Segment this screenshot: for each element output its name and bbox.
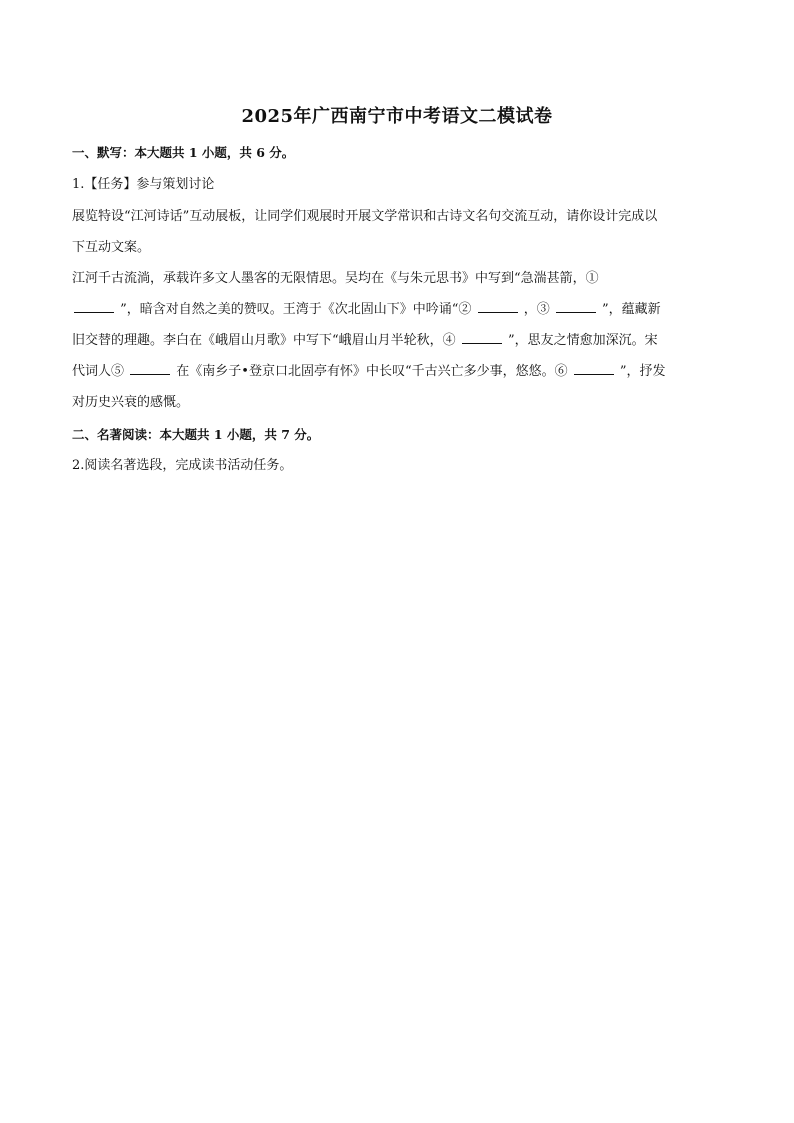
text-line-5: 对历史兴衰的感慨。 (72, 395, 190, 410)
blank-6[interactable] (574, 362, 614, 375)
text-line-1 (72, 263, 722, 294)
text-line-3 (72, 325, 722, 356)
text-line-2-part1: ”，暗含对自然之美的赞叹。王湾于《次北固山下》中吟诵“② (120, 302, 472, 317)
blank-5[interactable] (130, 362, 170, 375)
question-2-text: 2.阅读名著选段，完成读书活动任务。 (72, 458, 293, 473)
blank-2[interactable] (478, 300, 518, 313)
text-line-1-content: 江河千古流淌，承载许多文人墨客的无限情思。吴均在《与朱元思书》中写到“急湍甚箭，① (72, 271, 599, 286)
text-line-4-part2: 在《南乡子•登京口北固亭有怀》中长叹“千古兴亡多少事，悠悠。⑥ (176, 364, 568, 379)
blank-4[interactable] (462, 331, 502, 344)
blank-1[interactable] (74, 300, 114, 313)
text-line-2-part2: ，③ (523, 302, 550, 317)
blank-3[interactable] (556, 300, 596, 313)
question-1-text (72, 263, 722, 418)
section-heading-dictation: 一、默写：本大题共 1 小题，共 6 分。 (72, 145, 295, 160)
text-line-2-part3: ”，蕴藏新 (602, 302, 661, 317)
text-line-3-part2: ”，思友之情愈加深沉。宋 (507, 333, 658, 348)
section-heading-classics: 二、名著阅读：本大题共 1 小题，共 7 分。 (72, 427, 320, 442)
question-1-intro (72, 201, 722, 263)
text-line-4-part1: 代词人⑤ (72, 364, 125, 379)
text-line-4 (72, 356, 722, 387)
intro-line-1: 展览特设“江河诗话”互动展板，让同学们观展时开展文学常识和古诗文名句交流互动，请你设计完成以 (72, 209, 658, 224)
text-line-3-part1: 旧交替的理趣。李白在《峨眉山月歌》中写下“峨眉山月半轮秋，④ (72, 333, 456, 348)
question-1-label: 1.【任务】参与策划讨论 (72, 177, 215, 192)
page-title: 2025年广西南宁市中考语文二模试卷 (241, 106, 553, 127)
intro-line-2: 下互动文案。 (72, 240, 151, 255)
text-line-2 (72, 294, 722, 325)
text-line-4-part3: ”，抒发 (619, 364, 666, 379)
